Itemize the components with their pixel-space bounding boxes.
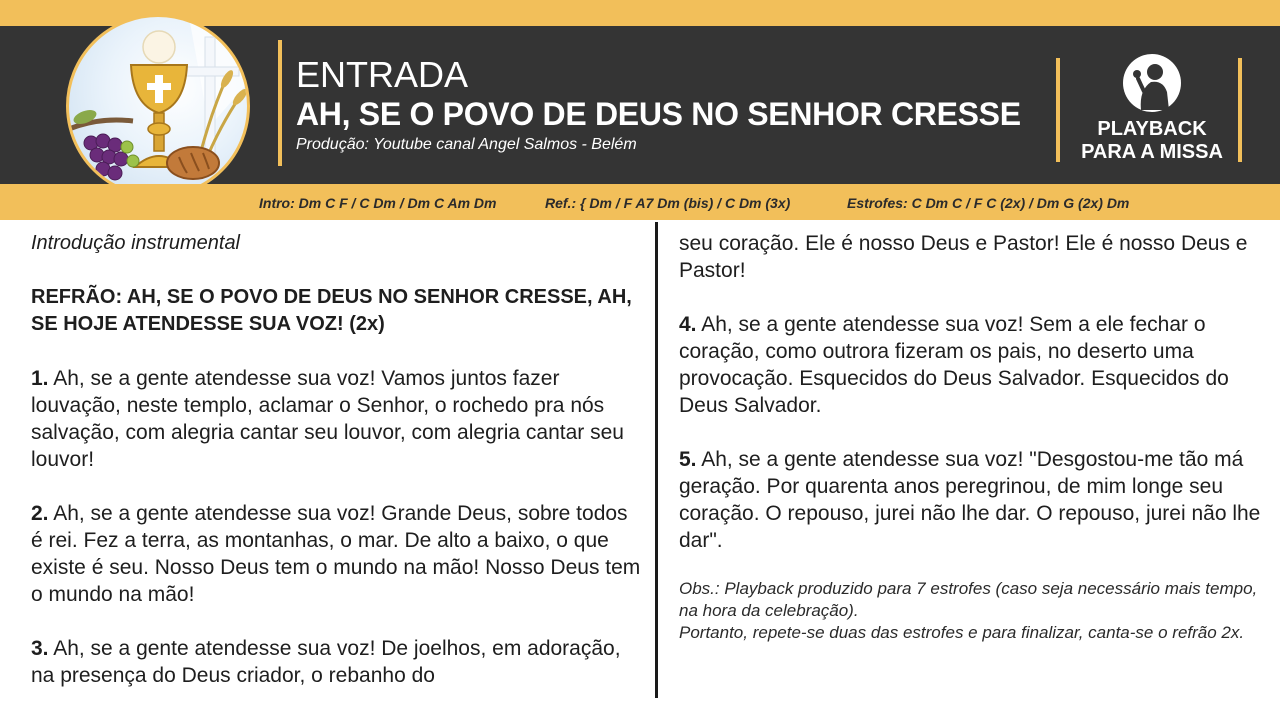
verse-text: Ah, se a gente atendesse sua voz! Sem a ele fechar o coração, como outrora fizeram os pais, no deserto uma provocação. Esquecidos do Deus Salvador. Esquecidos do Deus Salvador. [679,313,1229,417]
production-credit: Produção: Youtube canal Angel Salmos - Belém [296,136,637,153]
chords-refrain: Ref.: { Dm / F A7 Dm (bis) / C Dm (3x) [545,195,791,211]
intro-note: Introdução instrumental [31,232,241,254]
chords-intro: Intro: Dm C F / C Dm / Dm C Am Dm [259,195,497,211]
lyrics-column-right [679,230,1264,644]
verse-text: Ah, se a gente atendesse sua voz! Vamos juntos fazer louvação, neste templo, aclamar o Senhor, o rochedo pra nós salvação, com alegria cantar seu louvor, com alegria cantar seu louvor! [31,367,624,471]
verse-number: 2. [31,502,49,525]
verse-number: 3. [31,637,49,660]
chalice-logo-image [66,14,250,198]
chords-verses: Estrofes: C Dm C / F C (2x) / Dm G (2x) Dm [847,195,1130,211]
song-title: AH, SE O POVO DE DEUS NO SENHOR CRESSE [296,96,1021,132]
verse-5 [679,446,1264,554]
header-divider-brand-left [1056,58,1060,162]
observation-note-2: Portanto, repete-se duas das estrofes e para finalizar, canta-se o refrão 2x. [679,623,1245,642]
brand-logo [1064,52,1240,164]
refrain-text: REFRÃO: AH, SE O POVO DE DEUS NO SENHOR CRESSE, AH, SE HOJE ATENDESSE SUA VOZ! (2x) [31,286,632,335]
verse-number: 5. [679,448,697,471]
brand-text-para-a-missa: PARA A MISSA [1081,141,1223,163]
singer-microphone-icon [1121,52,1183,114]
header-divider-left [278,40,282,166]
lyrics-column-left [31,230,643,689]
verse-4 [679,311,1264,419]
verse-text: Ah, se a gente atendesse sua voz! De joelhos, em adoração, na presença do Deus criador, o rebanho do [31,637,621,687]
verse-2 [31,500,643,608]
verse-text: Ah, se a gente atendesse sua voz! "Desgostou-me tão má geração. Por quarenta anos peregrinou, de mim longe seu coração. O repouso, jurei não lhe dar. O repouso, jurei não lhe dar". [679,448,1261,552]
verse-number: 4. [679,313,697,336]
chord-info-bar [0,184,1280,220]
verse-3 [31,635,643,689]
liturgy-category: ENTRADA [296,54,469,95]
verse-3-continued: seu coração. Ele é nosso Deus e Pastor! Ele é nosso Deus e Pastor! [679,232,1248,282]
verse-1 [31,365,643,473]
chalice-illustration-icon [69,17,250,198]
column-divider [655,222,658,698]
verse-number: 1. [31,367,49,390]
verse-text: Ah, se a gente atendesse sua voz! Grande Deus, sobre todos é rei. Fez a terra, as montanhas, o mar. De alto a baixo, o que existe é seu. Nosso Deus tem o mundo na mão! Nosso Deus tem o mundo na mão! [31,502,641,606]
observation-note-1: Obs.: Playback produzido para 7 estrofes (caso seja necessário mais tempo, na hora da celebração). [679,579,1258,620]
brand-text-playback: PLAYBACK [1097,118,1207,140]
